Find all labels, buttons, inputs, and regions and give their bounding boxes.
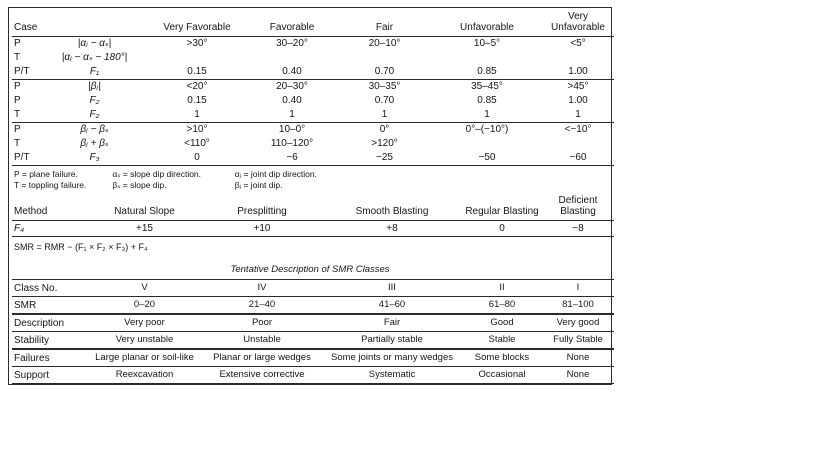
table-row — [12, 108, 614, 123]
col-header: Deficient Blasting — [542, 192, 614, 221]
smr-rating-table — [8, 7, 612, 385]
footnote-text: βₛ = slope dip. — [112, 179, 167, 190]
footnotes — [12, 169, 608, 190]
value-cell: >120° — [371, 138, 398, 150]
smr-formula: SMR = RMR − (F₁ × F₂ × F₃) + F₄ — [14, 242, 148, 253]
value-cell: 20–10° — [368, 38, 401, 50]
value-cell: <110° — [184, 138, 210, 150]
col-header: Presplitting — [202, 192, 322, 221]
row-label: Stability — [12, 332, 87, 350]
value-cell: 1 — [432, 108, 542, 123]
param-cell: F₃ — [42, 151, 147, 166]
param-cell: F₁ — [42, 65, 147, 80]
table-row — [12, 367, 614, 384]
value-cell: 0°–(−10°) — [465, 124, 509, 136]
case-cell: P/T — [12, 65, 42, 80]
row-label: Class No. — [12, 280, 87, 297]
value-cell: 1 — [337, 108, 432, 123]
value-cell: Very unstable — [87, 332, 202, 350]
value-cell: >45° — [567, 81, 589, 93]
value-cell: 41–60 — [322, 297, 462, 315]
value-cell: 10–5° — [473, 38, 501, 50]
table-row — [12, 221, 614, 237]
value-cell: Good — [462, 314, 542, 332]
value-cell: −6 — [247, 151, 337, 166]
row-label: Description — [12, 314, 87, 332]
value-cell: 81–100 — [542, 297, 614, 315]
value-cell: Stable — [462, 332, 542, 350]
value-cell: Extensive corrective — [202, 367, 322, 384]
value-cell: >10° — [186, 124, 208, 136]
col-header: Very Unfavorable — [542, 8, 614, 37]
param-cell: F₂ — [42, 108, 147, 123]
value-cell: 0.40 — [247, 65, 337, 80]
table-row — [12, 80, 614, 95]
value-cell — [147, 51, 247, 65]
value-cell: 21–40 — [202, 297, 322, 315]
param-cell: |βⱼ| — [88, 81, 101, 93]
table-row — [12, 65, 614, 80]
table-row — [12, 137, 614, 151]
value-cell: Planar or large wedges — [202, 349, 322, 367]
col-header: Natural Slope — [87, 192, 202, 221]
footnote-text: βⱼ = joint dip. — [234, 179, 283, 190]
value-cell: −50 — [432, 151, 542, 166]
factor-table-header — [12, 8, 614, 37]
factor-table — [12, 8, 614, 166]
table-row — [12, 332, 614, 350]
param-cell: F₂ — [89, 95, 100, 107]
value-cell: 1 — [247, 108, 337, 123]
value-cell: <−10° — [564, 124, 592, 136]
value-cell: −8 — [542, 221, 614, 237]
value-cell: <20° — [186, 81, 208, 93]
col-header-case: Case — [12, 8, 147, 37]
method-table — [12, 192, 614, 237]
value-cell: 10–0° — [278, 124, 306, 136]
value-cell: Partially stable — [322, 332, 462, 350]
col-header: Smooth Blasting — [322, 192, 462, 221]
value-cell: Fully Stable — [542, 332, 614, 350]
value-cell: 110–120° — [270, 138, 314, 150]
footnote-line — [14, 169, 608, 180]
value-cell: Reexcavation — [87, 367, 202, 384]
value-cell: 0° — [379, 124, 390, 136]
value-cell: 1 — [147, 108, 247, 123]
footnote-text: P = plane failure. — [14, 169, 78, 179]
table-row — [12, 123, 614, 138]
value-cell — [542, 51, 614, 65]
value-cell: Large planar or soil-like — [87, 349, 202, 367]
case-cell: P — [14, 38, 21, 50]
value-cell: Very poor — [87, 314, 202, 332]
value-cell: 0.70 — [337, 65, 432, 80]
value-cell: II — [462, 280, 542, 297]
value-cell: >30° — [186, 38, 208, 50]
param-cell: F₄ — [12, 221, 87, 237]
value-cell: None — [542, 367, 614, 384]
value-cell: 0.85 — [432, 65, 542, 80]
param-cell: βⱼ − βₛ — [80, 124, 109, 136]
footnote-text: αₛ = slope dip direction. — [112, 169, 202, 179]
value-cell: +15 — [87, 221, 202, 237]
value-cell: 30–20° — [276, 38, 308, 50]
classes-table — [12, 279, 614, 384]
footnote-line — [14, 180, 608, 191]
value-cell: Some blocks — [462, 349, 542, 367]
col-header: Method — [12, 192, 87, 221]
table-row — [12, 297, 614, 315]
value-cell — [432, 51, 542, 65]
value-cell: 0 — [462, 221, 542, 237]
table-row — [12, 349, 614, 367]
value-cell: Poor — [202, 314, 322, 332]
value-cell: 20–30° — [276, 81, 308, 93]
param-cell: |αⱼ − αₛ − 180°| — [61, 52, 128, 64]
param-cell: |αⱼ − αₛ| — [77, 38, 112, 50]
row-label: Failures — [12, 349, 87, 367]
value-cell: 0.40 — [282, 95, 302, 107]
value-cell — [337, 51, 432, 65]
case-cell: P — [14, 81, 21, 93]
row-label: SMR — [12, 297, 87, 315]
table-row — [12, 51, 614, 65]
col-header: Fair — [337, 8, 432, 37]
value-cell: 0 — [147, 151, 247, 166]
value-cell: Unstable — [202, 332, 322, 350]
value-cell: 0.15 — [187, 95, 207, 107]
case-cell: P/T — [12, 151, 42, 166]
method-table-header — [12, 192, 614, 221]
value-cell: 1.00 — [568, 95, 588, 107]
value-cell: +10 — [202, 221, 322, 237]
value-cell — [432, 137, 542, 151]
case-cell: T — [12, 108, 42, 123]
table-row — [12, 151, 614, 166]
value-cell: 0.85 — [477, 95, 497, 107]
value-cell: 1.00 — [542, 65, 614, 80]
col-header: Unfavorable — [432, 8, 542, 37]
value-cell: <5° — [570, 38, 586, 50]
col-header: Regular Blasting — [462, 192, 542, 221]
param-cell: βⱼ + βₛ — [80, 138, 109, 150]
value-cell: 0.70 — [374, 95, 395, 107]
value-cell — [542, 137, 614, 151]
value-cell: 1 — [542, 108, 614, 123]
table-row — [12, 94, 614, 108]
value-cell: +8 — [322, 221, 462, 237]
value-cell: Systematic — [322, 367, 462, 384]
footnote-text: αⱼ = joint dip direction. — [234, 169, 317, 179]
value-cell: Very good — [542, 314, 614, 332]
footnote-text: T = toppling failure. — [14, 179, 87, 190]
value-cell: III — [322, 280, 462, 297]
case-cell: T — [14, 52, 21, 64]
value-cell: 30–35° — [368, 81, 401, 93]
value-cell: −25 — [337, 151, 432, 166]
value-cell: 35–45° — [471, 81, 503, 93]
value-cell: I — [542, 280, 614, 297]
value-cell: −60 — [542, 151, 614, 166]
col-header: Very Favorable — [147, 8, 247, 37]
value-cell: IV — [202, 280, 322, 297]
value-cell: V — [87, 280, 202, 297]
row-label: Support — [12, 367, 87, 384]
col-header: Favorable — [247, 8, 337, 37]
value-cell — [247, 51, 337, 65]
value-cell: Occasional — [462, 367, 542, 384]
table-row — [12, 37, 614, 52]
value-cell: 0–20 — [87, 297, 202, 315]
case-cell: T — [14, 138, 21, 150]
table-row — [12, 314, 614, 332]
case-cell: P — [14, 124, 21, 136]
value-cell: 61–80 — [462, 297, 542, 315]
classes-title: Tentative Description of SMR Classes — [230, 264, 390, 276]
value-cell: Fair — [322, 314, 462, 332]
table-row — [12, 280, 614, 297]
value-cell: None — [542, 349, 614, 367]
case-cell: P — [14, 95, 21, 107]
value-cell: 0.15 — [147, 65, 247, 80]
value-cell: Some joints or many wedges — [322, 349, 462, 367]
